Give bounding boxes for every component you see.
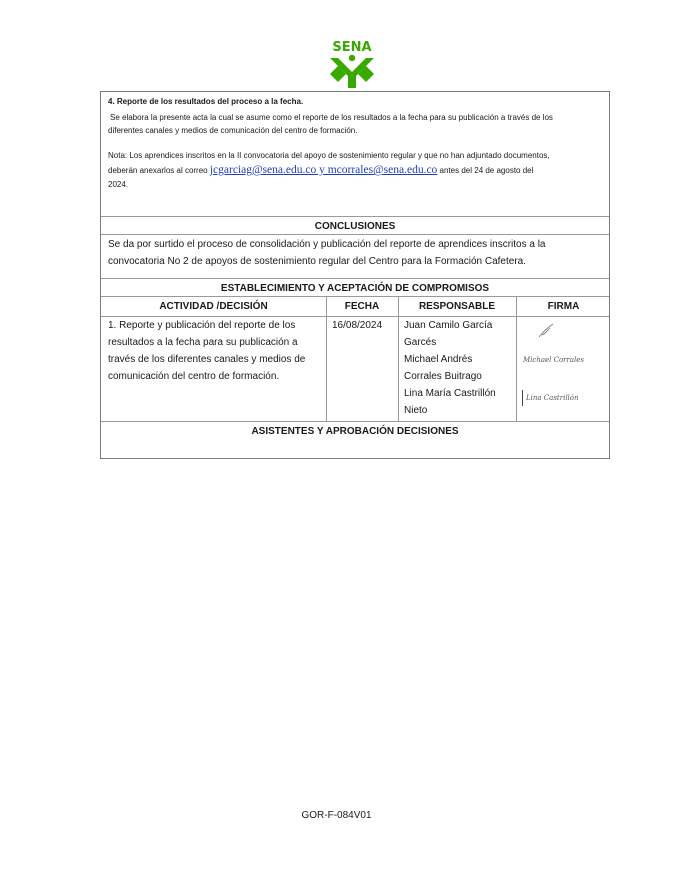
attendees-title: ASISTENTES Y APROBACIÓN DECISIONES [251, 426, 459, 437]
report-note-suffix: antes del 24 de agosto del [439, 166, 534, 175]
column-divider [326, 297, 327, 421]
email-links[interactable]: jcgarciag@sena.edu.co y mcorrales@sena.edu.co [209, 164, 438, 176]
activity-line: 1. Reporte y publicación del reporte de los [108, 320, 296, 331]
responsible-line: Lina María Castrillón [404, 388, 496, 399]
conclusions-line-2: convocatoria No 2 de apoyos de sostenimiento regular del Centro para la Formación Cafetera. [108, 256, 527, 267]
report-paragraph-line-1: Se elabora la presente acta la cual se asume como el reporte de los resultados a la fecha para su publicación a través de los [110, 113, 553, 122]
commitment-date: 16/08/2024 [332, 320, 383, 331]
column-header-responsible: RESPONSABLE [418, 301, 496, 312]
report-note-line-3: 2024. [108, 180, 129, 189]
divider [101, 234, 609, 235]
divider [101, 421, 609, 422]
conclusions-title: CONCLUSIONES [314, 221, 396, 232]
column-header-date: FECHA [344, 301, 380, 312]
report-note-prefix: deberán anexarlos al correo [108, 166, 208, 175]
responsible-line: Garcés [404, 337, 437, 348]
divider [101, 296, 609, 297]
commitments-title: ESTABLECIMIENTO Y ACEPTACIÓN DE COMPROMISOS [220, 283, 490, 294]
activity-line: resultados a la fecha para su publicación a [108, 337, 298, 348]
signature-stroke [522, 390, 523, 406]
responsible-line: Corrales Buitrago [404, 371, 482, 382]
sena-logo [324, 38, 380, 90]
signature-scribble-1 [537, 322, 557, 340]
responsible-line: Nieto [404, 405, 428, 416]
column-divider [516, 297, 517, 421]
signature-lina-castrillon: Lina Castrillón [526, 394, 579, 402]
column-header-signature: FIRMA [547, 301, 580, 312]
report-heading: 4. Reporte de los resultados del proceso a la fecha. [108, 97, 304, 106]
report-note-line-1: Nota: Los aprendices inscritos en la II convocatoria del apoyo de sostenimiento regular y que no han adjuntado documentos, [108, 151, 550, 160]
activity-line: comunicación del centro de formación. [108, 371, 280, 382]
conclusions-line-1: Se da por surtido el proceso de consolidación y publicación del reporte de aprendices inscritos a la [108, 239, 546, 250]
signature-michael-corrales: Michael Corrales [523, 356, 585, 364]
report-paragraph-line-2: diferentes canales y medios de comunicación del centro de formación. [108, 126, 358, 135]
activity-line: través de los diferentes canales y medios de [108, 354, 306, 365]
document-code: GOR-F-084V01 [301, 810, 372, 821]
responsible-line: Michael Andrés [404, 354, 473, 365]
sena-logo-text: SENA [332, 40, 372, 55]
report-note-line-2 [108, 164, 533, 177]
column-header-activity: ACTIVIDAD /DECISIÓN [159, 301, 268, 312]
divider [101, 278, 609, 279]
divider [101, 216, 609, 217]
minutes-table [100, 91, 610, 459]
responsible-line: Juan Camilo García [404, 320, 493, 331]
column-divider [398, 297, 399, 421]
